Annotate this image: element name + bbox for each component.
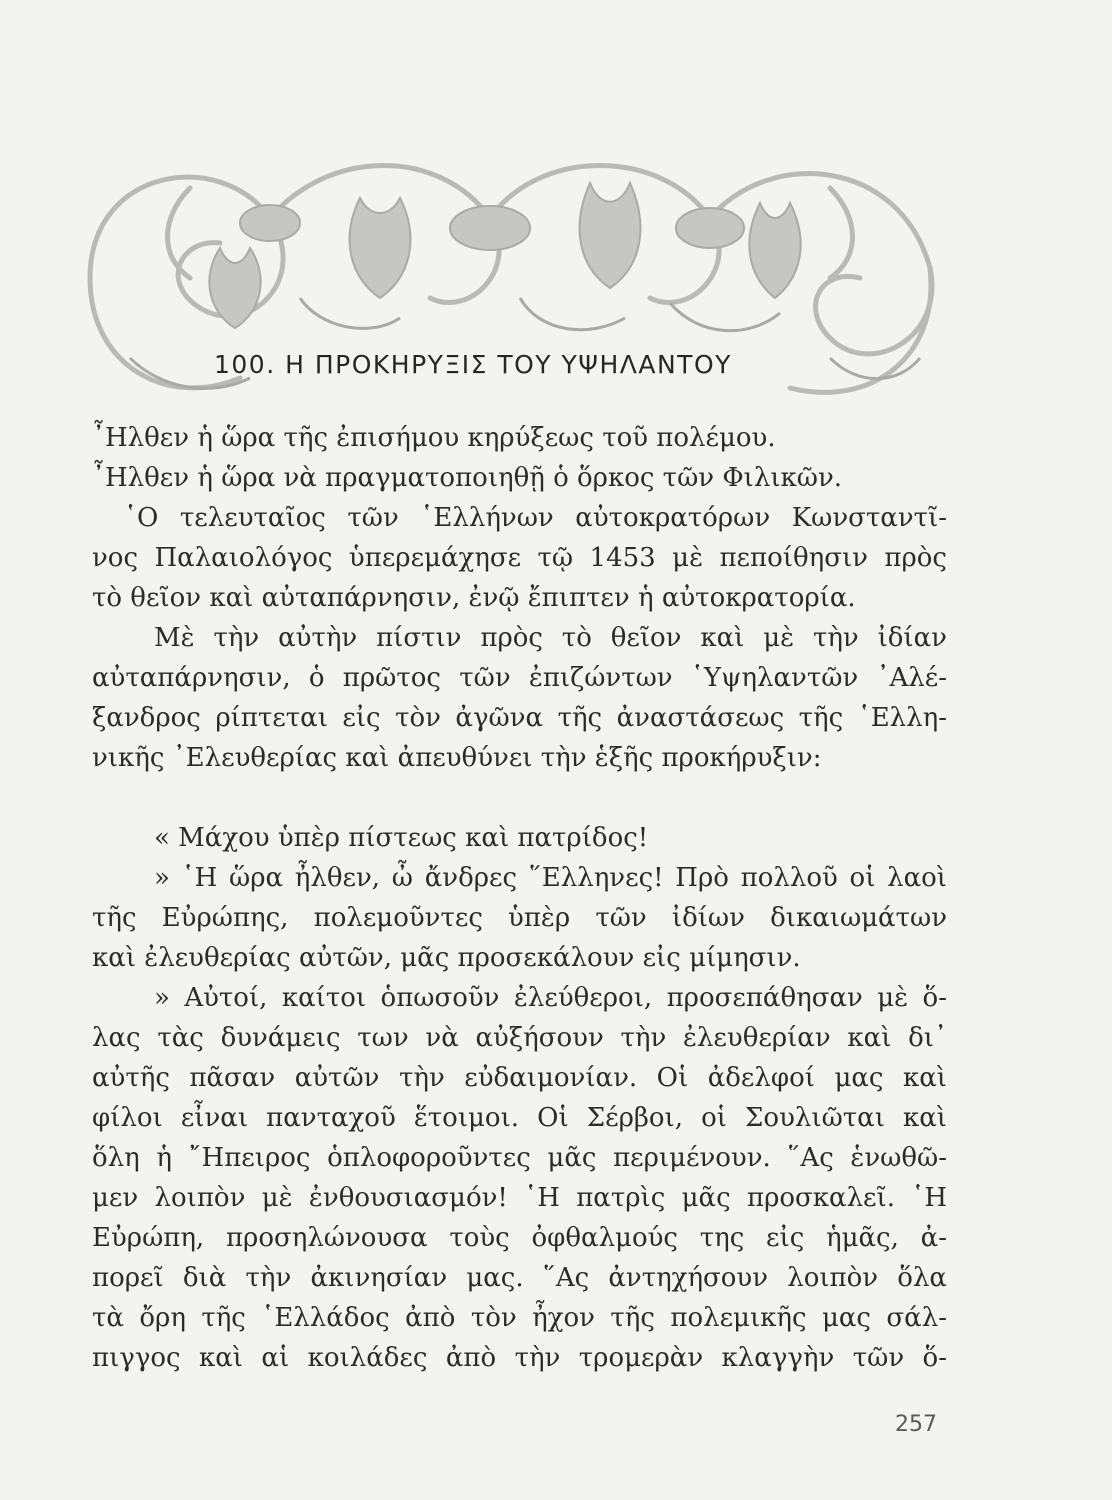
text-line: ῏Ηλθεν ἡ ὥρα τῆς ἐπισήμου κηρύξεως τοῦ πολέμου. (92, 423, 776, 453)
text-line: ξανδρος ρίπτεται εἰς τὸν ἀγῶνα τῆς ἀναστάσεως τῆς ῾Ελλη- (92, 703, 947, 733)
text-line: ῾Ο τελευταῖος τῶν ῾Ελλήνων αὐτοκρατόρων Κωνσταντῖ- (124, 503, 947, 533)
text-line: « Μάχου ὑπὲρ πίστεως καὶ πατρίδος! (154, 823, 649, 853)
text-line: λας τὰς δυνάμεις των νὰ αὐξήσουν τὴν ἐλευθερίαν καὶ δι᾿ (92, 1023, 947, 1053)
text-line: νος Παλαιολόγος ὑπερεμάχησε τῷ 1453 μὲ πεποίθησιν πρὸς (92, 543, 947, 573)
text-line: ὅλη ἡ ῎Ηπειρος ὁπλοφοροῦντες μᾶς περιμένουν. ῞Ας ἑνωθῶ- (92, 1143, 947, 1173)
text-line: τὰ ὄρη τῆς ῾Ελλάδος ἀπὸ τὸν ἦχον τῆς πολεμικῆς μας σάλ- (92, 1303, 947, 1333)
text-line: φίλοι εἶναι πανταχοῦ ἕτοιμοι. Οἱ Σέρβοι, οἱ Σουλιῶται καὶ (92, 1103, 947, 1133)
text-line: Εὐρώπη, προσηλώνουσα τοὺς ὀφθαλμούς της εἰς ἡμᾶς, ἀ- (92, 1223, 947, 1253)
text-line: αὐταπάρνησιν, ὁ πρῶτος τῶν ἐπιζώντων ῾Υψηλαντῶν ᾿Αλέ- (92, 663, 947, 693)
text-line: αὐτῆς πᾶσαν αὐτῶν τὴν εὐδαιμονίαν. Οἱ ἀδελφοί μας καὶ (92, 1063, 947, 1093)
text-line: » Αὐτοί, καίτοι ὁπωσοῦν ἐλεύθεροι, προσεπάθησαν μὲ ὅ- (154, 983, 947, 1013)
text-line: ῏Ηλθεν ἡ ὥρα νὰ πραγματοποιηθῇ ὁ ὅρκος τῶν Φιλικῶν. (92, 463, 843, 493)
text-line: τὸ θεῖον καὶ αὐταπάρνησιν, ἐνῷ ἔπιπτεν ἡ αὐτοκρατορία. (92, 583, 856, 613)
text-line: νικῆς ᾿Ελευθερίας καὶ ἀπευθύνει τὴν ἑξῆς προκήρυξιν: (92, 743, 822, 773)
chapter-title: 100. Η ΠΡΟΚΗΡΥΞΙΣ ΤΟΥ ΥΨΗΛΑΝΤΟΥ (214, 350, 732, 379)
text-line: καὶ ἐλευθερίας αὐτῶν, μᾶς προσεκάλουν εἰς μίμησιν. (92, 943, 801, 973)
text-line: μεν λοιπὸν μὲ ἐνθουσιασμόν! ῾Η πατρὶς μᾶς προσκαλεῖ. ῾Η (92, 1183, 947, 1213)
text-line: πορεῖ διὰ τὴν ἀκινησίαν μας. ῞Ας ἀντηχήσουν λοιπὸν ὅλα (92, 1263, 947, 1293)
page-number: 257 (895, 1412, 937, 1437)
text-line: » ῾Η ὥρα ἦλθεν, ὦ ἄνδρες ῞Ελληνες! Πρὸ πολλοῦ οἱ λαοὶ (154, 863, 947, 893)
text-line: τῆς Εὐρώπης, πολεμοῦντες ὑπὲρ τῶν ἰδίων δικαιωμάτων (92, 903, 947, 933)
text-line: Μὲ τὴν αὐτὴν πίστιν πρὸς τὸ θεῖον καὶ μὲ τὴν ἰδίαν (154, 623, 947, 653)
text-line: πιγγος καὶ αἱ κοιλάδες ἀπὸ τὴν τρομερὰν κλαγγὴν τῶν ὅ- (92, 1343, 947, 1373)
